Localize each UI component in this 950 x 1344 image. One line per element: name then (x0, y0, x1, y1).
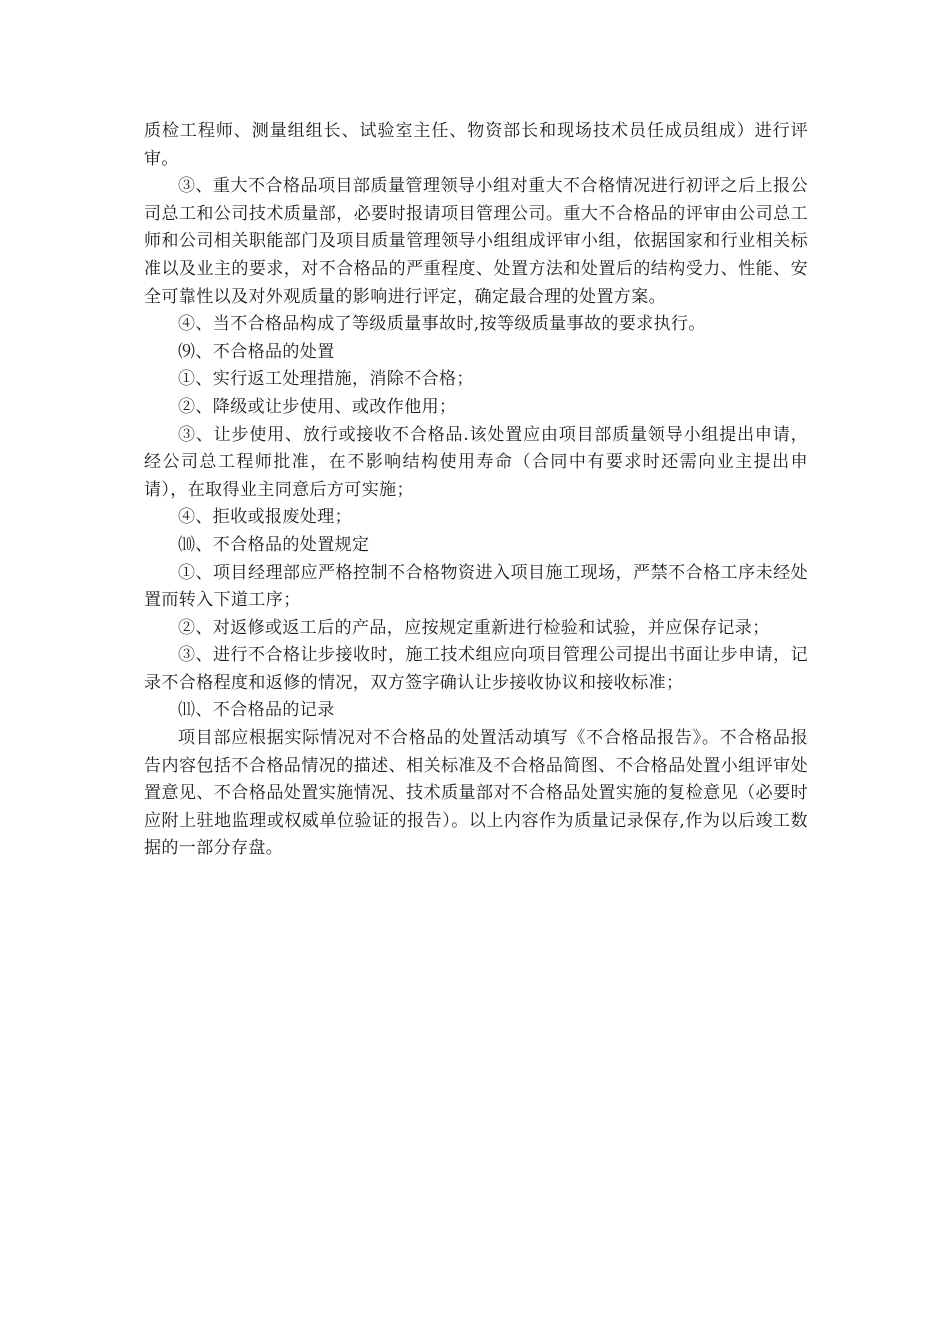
heading-disposal: ⑼、不合格品的处置 (178, 341, 335, 362)
document-body (144, 118, 808, 863)
paragraph-rule-concession-application: ③、进行不合格让步接收时，施工技术组应向项目管理公司提出书面让步申请，记录不合格程度和返修的情况，双方签字确认让步接收协议和接收标准； (144, 645, 808, 693)
paragraph-rule-control: ①、项目经理部应严格控制不合格物资进入项目施工现场，严禁不合格工序未经处置而转入下道工序； (144, 562, 808, 611)
paragraph-rule-reinspection: ②、对返修或返工后的产品，应按规定重新进行检验和试验，并应保存记录； (178, 617, 770, 638)
paragraph-disposal-concession: ③、让步使用、放行或接收不合格品.该处置应由项目部质量领导小组提出申请，经公司总工程师批准，在不影响结构使用寿命（合同中有要求时还需向业主提出申请），在取得业主同意后方可实施； (144, 424, 808, 500)
heading-disposal-rules: ⑽、不合格品的处置规定 (178, 534, 370, 555)
heading-records: ⑾、不合格品的记录 (178, 700, 335, 721)
paragraph-disposal-reject: ④、拒收或报废处理； (178, 507, 352, 528)
paragraph-disposal-downgrade: ②、降级或让步使用、或改作他用； (178, 396, 457, 417)
paragraph-disposal-rework: ①、实行返工处理措施，消除不合格； (178, 369, 474, 390)
paragraph-continuation: 质检工程师、测量组组长、试验室主任、物资部长和现场技术员任成员组成）进行评审。 (144, 121, 808, 169)
paragraph-major-nonconformance-review: ③、重大不合格品项目部质量管理领导小组对重大不合格情况进行初评之后上报公司总工和公司技术质量部，必要时报请项目管理公司。重大不合格品的评审由公司总工师和公司相关职能部门及项目质量管理领导小组组成评审小组，依据国家和行业相关标准以及业主的要求，对不合格品的严重程度、处置方法和处置后的结构受力、性能、安全可靠性以及对外观质量的影响进行评定，确定最合理的处置方案。 (144, 176, 808, 307)
paragraph-quality-accident: ④、当不合格品构成了等级质量事故时,按等级质量事故的要求执行。 (178, 314, 706, 335)
paragraph-records: 项目部应根据实际情况对不合格品的处置活动填写《不合格品报告》。不合格品报告内容包括不合格品情况的描述、相关标准及不合格品简图、不合格品处置小组评审处置意见、不合格品处置实施情况、技术质量部对不合格品处置实施的复检意见（必要时应附上驻地监理或权威单位验证的报告）。以上内容作为质量记录保存,作为以后竣工数据的一部分存盘。 (144, 728, 808, 859)
